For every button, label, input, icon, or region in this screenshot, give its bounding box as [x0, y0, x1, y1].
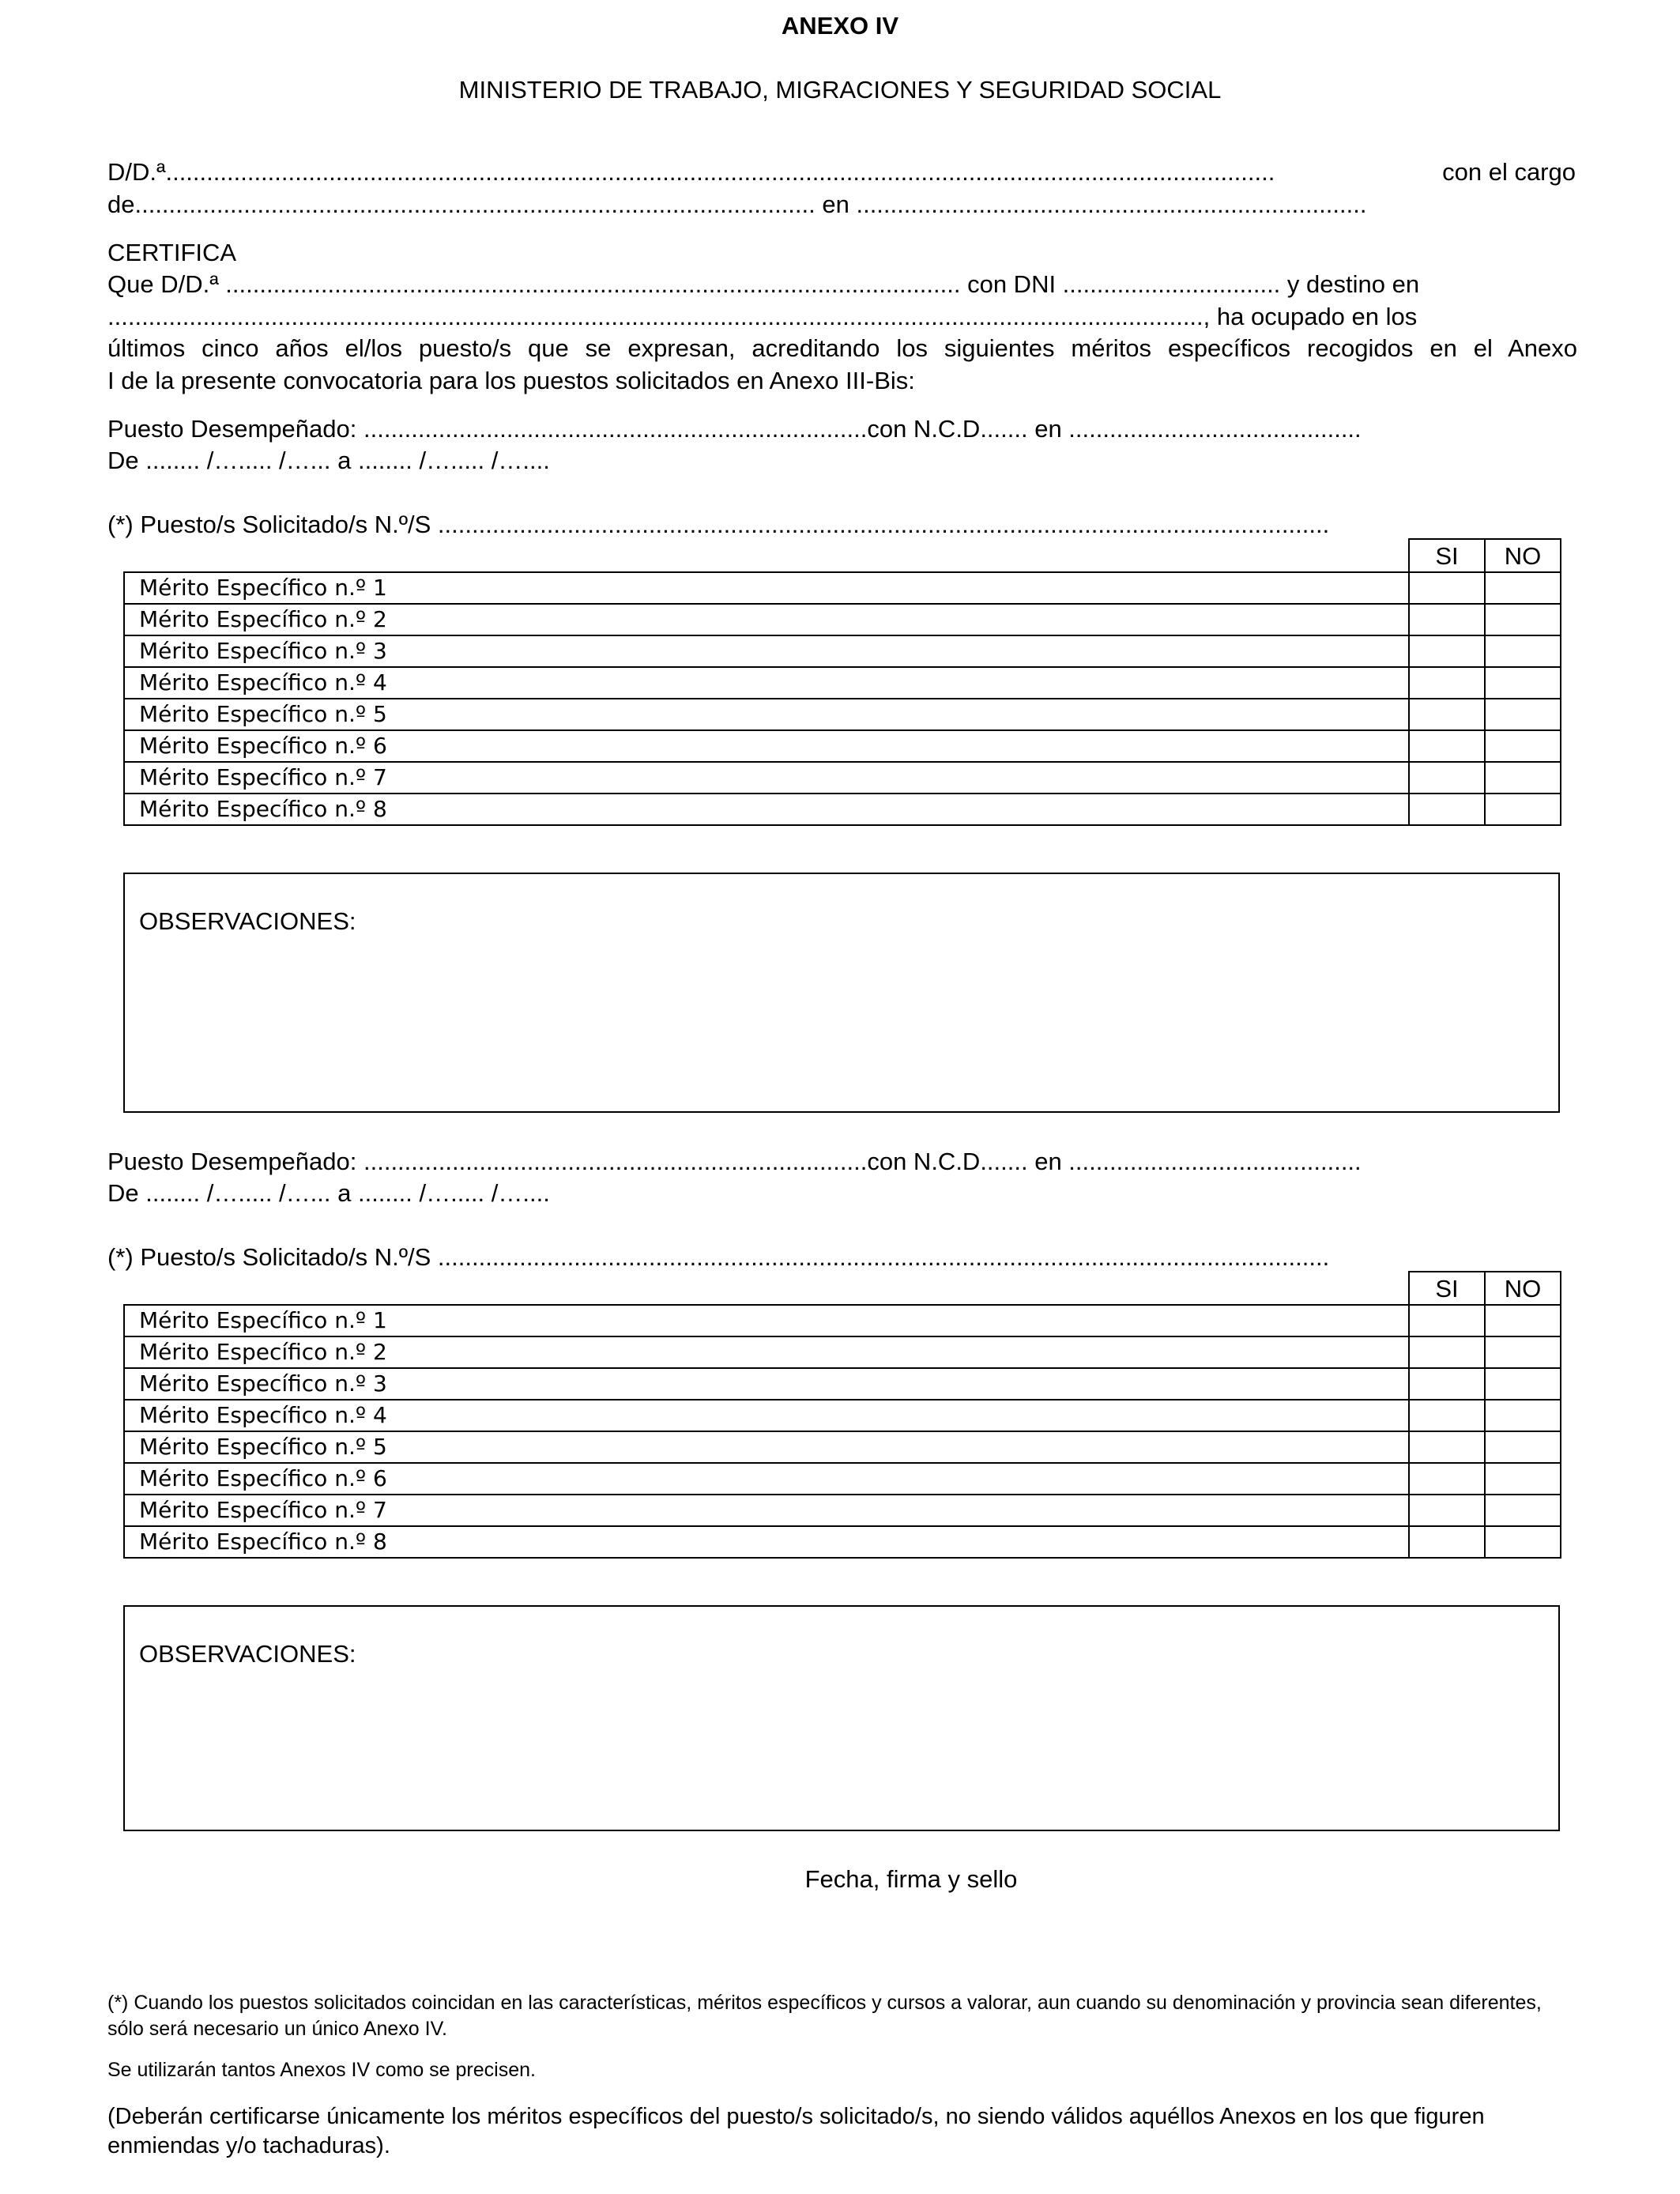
si-checkbox-cell[interactable]	[1409, 1336, 1485, 1368]
merit-label: Mérito Específico n.º 7	[124, 762, 1409, 794]
no-checkbox-cell[interactable]	[1485, 699, 1561, 730]
no-column-header: NO	[1485, 1272, 1561, 1305]
intro-cargo-label: con el cargo	[1442, 158, 1576, 186]
merit-table-2	[123, 1271, 1561, 1559]
merit-label: Mérito Específico n.º 7	[124, 1495, 1409, 1526]
table-row	[124, 794, 1561, 825]
si-checkbox-cell[interactable]	[1409, 1463, 1485, 1495]
fechas-1: De ........ /…..... /…... a ........ /…..... /…....	[107, 447, 550, 474]
intro-line-2: de.................................................................................................... en ...........................................................................	[107, 190, 1367, 218]
merit-label: Mérito Específico n.º 5	[124, 1431, 1409, 1463]
table-row	[124, 635, 1561, 667]
table-row	[124, 762, 1561, 794]
no-checkbox-cell[interactable]	[1485, 762, 1561, 794]
si-checkbox-cell[interactable]	[1409, 1368, 1485, 1400]
no-checkbox-cell[interactable]	[1485, 1431, 1561, 1463]
merit-label: Mérito Específico n.º 4	[124, 1400, 1409, 1431]
si-checkbox-cell[interactable]	[1409, 1526, 1485, 1558]
table-header-spacer	[124, 539, 1409, 572]
no-checkbox-cell[interactable]	[1485, 1495, 1561, 1526]
observaciones-box-1[interactable]	[123, 873, 1560, 1113]
merit-label: Mérito Específico n.º 3	[124, 1368, 1409, 1400]
merit-label: Mérito Específico n.º 2	[124, 1336, 1409, 1368]
no-checkbox-cell[interactable]	[1485, 635, 1561, 667]
puesto-desempenado-2: Puesto Desempeñado: ..........................................................................con N.C.D....... en ...........................................	[107, 1148, 1362, 1175]
certifica-line-4: I de la presente convocatoria para los puestos solicitados en Anexo III-Bis:	[107, 367, 915, 394]
no-checkbox-cell[interactable]	[1485, 667, 1561, 699]
table-row	[124, 1336, 1561, 1368]
no-column-header: NO	[1485, 539, 1561, 572]
table-row	[124, 1431, 1561, 1463]
no-checkbox-cell[interactable]	[1485, 1336, 1561, 1368]
merit-label: Mérito Específico n.º 1	[124, 572, 1409, 604]
merit-table-1	[123, 538, 1561, 826]
table-row	[124, 1368, 1561, 1400]
table-row	[124, 1495, 1561, 1526]
si-checkbox-cell[interactable]	[1409, 1431, 1485, 1463]
merit-label: Mérito Específico n.º 3	[124, 635, 1409, 667]
footnote-copies: Se utilizarán tantos Anexos IV como se precisen.	[107, 2059, 536, 2081]
certifica-line-1: Que D/D.ª ............................................................................................................ con DNI ................................ y destino en	[107, 270, 1420, 298]
merit-label: Mérito Específico n.º 8	[124, 1526, 1409, 1558]
si-column-header: SI	[1409, 539, 1485, 572]
certifica-line-2: ................................................................................................................................................................., ha ocupado en los	[107, 303, 1418, 330]
si-checkbox-cell[interactable]	[1409, 1400, 1485, 1431]
certifica-heading: CERTIFICA	[107, 239, 237, 266]
si-checkbox-cell[interactable]	[1409, 730, 1485, 762]
no-checkbox-cell[interactable]	[1485, 1400, 1561, 1431]
puesto-solicitado-2: (*) Puesto/s Solicitado/s N.º/S ...................................................................................................................................	[107, 1243, 1330, 1271]
merit-label: Mérito Específico n.º 6	[124, 1463, 1409, 1495]
si-checkbox-cell[interactable]	[1409, 762, 1485, 794]
footnote-asterisk: (*) Cuando los puestos solicitados coincidan en las características, méritos específicos y cursos a valorar, aun cuando su denominación y provincia sean diferentes, sólo será necesario un único Anexo IV.	[107, 1992, 1542, 2040]
document-title: ANEXO IV	[781, 12, 899, 40]
merit-label: Mérito Específico n.º 4	[124, 667, 1409, 699]
merit-label: Mérito Específico n.º 6	[124, 730, 1409, 762]
footnote-certification: (Deberán certificarse únicamente los méritos específicos del puesto/s solicitado/s, no siendo válidos aquéllos Anexos en los que figuren enmiendas y/o tachaduras).	[107, 2104, 1485, 2158]
no-checkbox-cell[interactable]	[1485, 1368, 1561, 1400]
merit-label: Mérito Específico n.º 5	[124, 699, 1409, 730]
certifica-line-3: últimos cinco años el/los puesto/s que se expresan, acreditando los siguientes méritos específicos recogidos en el Anexo	[107, 334, 1577, 362]
table-row	[124, 1400, 1561, 1431]
si-checkbox-cell[interactable]	[1409, 635, 1485, 667]
table-row	[124, 1526, 1561, 1558]
table-row	[124, 667, 1561, 699]
si-checkbox-cell[interactable]	[1409, 794, 1485, 825]
fechas-2: De ........ /…..... /…... a ........ /…..... /…....	[107, 1179, 550, 1207]
ministry-name: MINISTERIO DE TRABAJO, MIGRACIONES Y SEGURIDAD SOCIAL	[458, 76, 1222, 104]
no-checkbox-cell[interactable]	[1485, 1463, 1561, 1495]
observaciones-box-2[interactable]	[123, 1605, 1560, 1831]
si-column-header: SI	[1409, 1272, 1485, 1305]
si-checkbox-cell[interactable]	[1409, 604, 1485, 635]
si-checkbox-cell[interactable]	[1409, 699, 1485, 730]
table-row	[124, 1463, 1561, 1495]
table-row	[124, 699, 1561, 730]
intro-line-1: D/D.ª...................................................................................................................................................................	[107, 158, 1275, 186]
no-checkbox-cell[interactable]	[1485, 794, 1561, 825]
table-row	[124, 730, 1561, 762]
firma-label: Fecha, firma y sello	[804, 1865, 1018, 1893]
no-checkbox-cell[interactable]	[1485, 604, 1561, 635]
si-checkbox-cell[interactable]	[1409, 667, 1485, 699]
merit-label: Mérito Específico n.º 1	[124, 1305, 1409, 1336]
merit-label: Mérito Específico n.º 8	[124, 794, 1409, 825]
table-row	[124, 1305, 1561, 1336]
table-header-spacer	[124, 1272, 1409, 1305]
no-checkbox-cell[interactable]	[1485, 1305, 1561, 1336]
no-checkbox-cell[interactable]	[1485, 730, 1561, 762]
merit-label: Mérito Específico n.º 2	[124, 604, 1409, 635]
puesto-solicitado-1: (*) Puesto/s Solicitado/s N.º/S ...................................................................................................................................	[107, 511, 1330, 538]
puesto-desempenado-1: Puesto Desempeñado: ..........................................................................con N.C.D....... en ...........................................	[107, 415, 1362, 443]
observaciones-label: OBSERVACIONES:	[139, 1640, 356, 1668]
si-checkbox-cell[interactable]	[1409, 1305, 1485, 1336]
table-row	[124, 604, 1561, 635]
observaciones-label: OBSERVACIONES:	[139, 907, 356, 935]
no-checkbox-cell[interactable]	[1485, 572, 1561, 604]
table-row	[124, 572, 1561, 604]
si-checkbox-cell[interactable]	[1409, 572, 1485, 604]
no-checkbox-cell[interactable]	[1485, 1526, 1561, 1558]
si-checkbox-cell[interactable]	[1409, 1495, 1485, 1526]
